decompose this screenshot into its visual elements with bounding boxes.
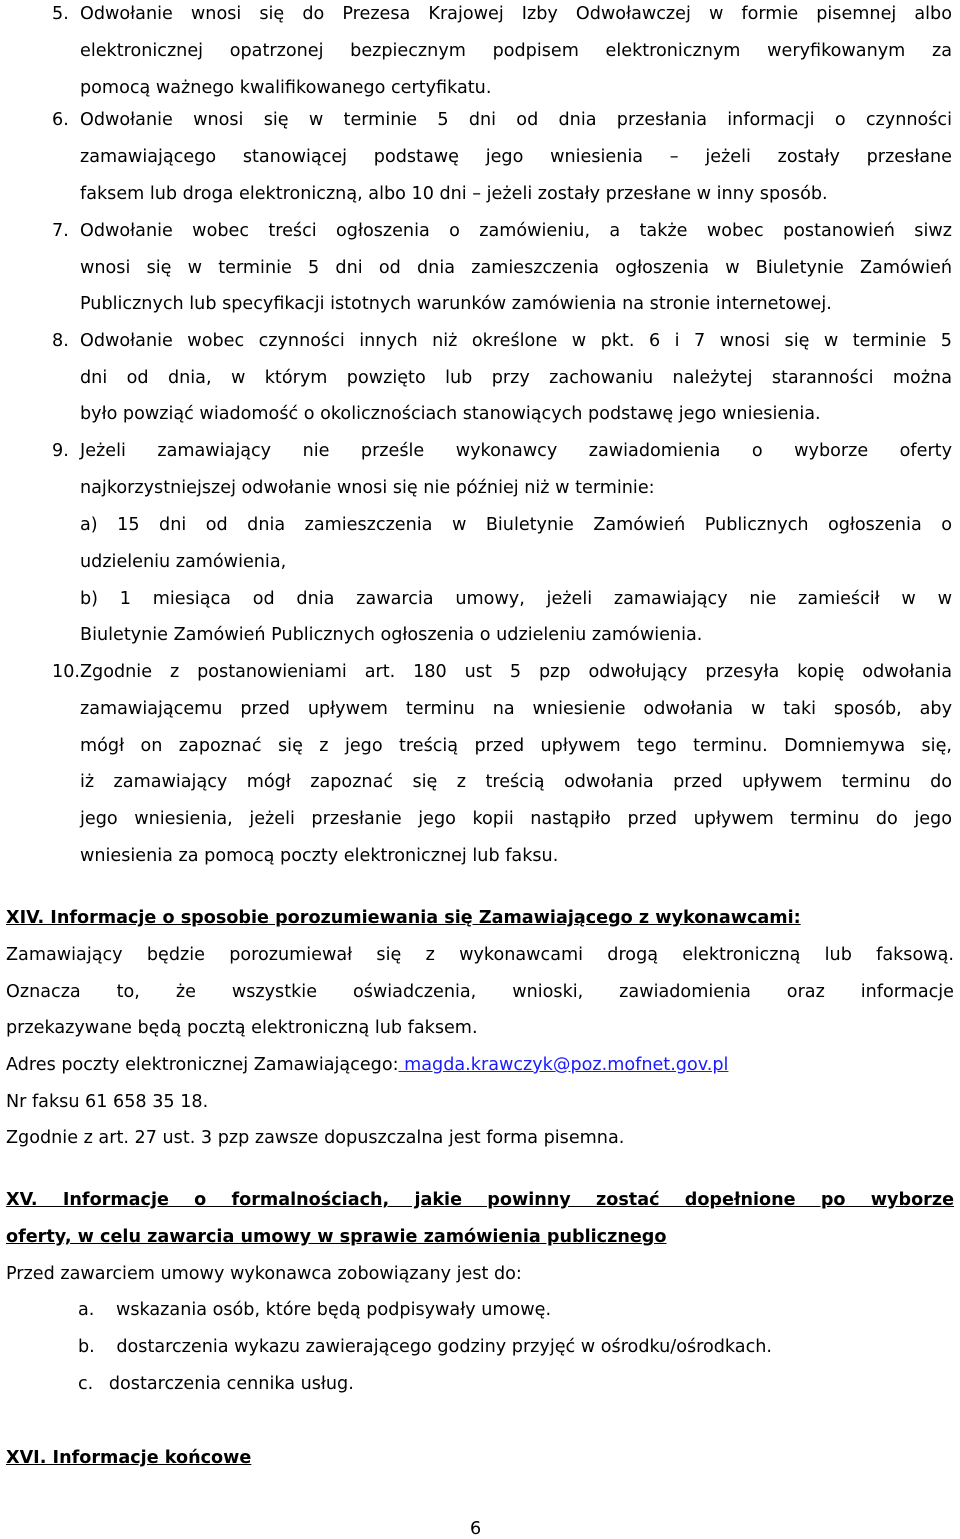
section-intro: Przed zawarciem umowy wykonawca zobowiązany jest do: (6, 1264, 522, 1284)
item-line: zamawiającemu przed upływem terminu na wniesienie odwołania w taki sposób, aby (80, 699, 952, 719)
section-line: Zamawiający będzie porozumiewał się z wykonawcami drogą elektroniczną lub faksową. (6, 945, 954, 965)
section-heading: XVI. Informacje końcowe (6, 1448, 252, 1468)
item-line: mógł on zapoznać się z jego treścią przed upływem tego terminu. Domniemywa się, (80, 736, 952, 756)
item-number: 5. (52, 4, 69, 24)
item-line: iż zamawiający mógł zapoznać się z treścią odwołania przed upływem terminu do (80, 772, 952, 792)
page-number: 6 (470, 1519, 482, 1539)
item-line: jego wniesienia, jeżeli przesłanie jego kopii nastąpiło przed upływem terminu do jego (80, 809, 952, 829)
email-link[interactable]: magda.krawczyk@poz.mofnet.gov.pl (398, 1055, 729, 1075)
item-number: 7. (52, 221, 69, 241)
item-line: Odwołanie wnosi się do Prezesa Krajowej Izby Odwoławczej w formie pisemnej albo (80, 4, 952, 24)
list-item-a (78, 1300, 551, 1320)
item-line: Jeżeli zamawiający nie prześle wykonawcy zawiadomienia o wyborze oferty (80, 441, 952, 461)
item-line: zamawiającego stanowiącej podstawę jego wniesienia – jeżeli zostały przesłane (80, 147, 952, 167)
list-marker: b. (78, 1337, 95, 1357)
item-line: dni od dnia, w którym powzięto lub przy zachowaniu należytej staranności można (80, 368, 952, 388)
item-line: pomocą ważnego kwalifikowanego certyfikatu. (80, 78, 492, 98)
list-marker: a. (78, 1300, 95, 1320)
list-text: wskazania osób, które będą podpisywały umowę. (115, 1300, 552, 1320)
email-label: Adres poczty elektronicznej Zamawiającego: (6, 1055, 399, 1075)
item-number: 8. (52, 331, 69, 351)
item-line: najkorzystniejszej odwołanie wnosi się nie później niż w terminie: (80, 478, 655, 498)
item-line: Biuletynie Zamówień Publicznych ogłoszenia o udzieleniu zamówienia. (80, 625, 703, 645)
list-item-b (78, 1337, 772, 1357)
item-number: 9. (52, 441, 69, 461)
list-text: dostarczenia cennika usług. (108, 1374, 354, 1394)
item-line: Odwołanie wobec treści ogłoszenia o zamówieniu, a także wobec postanowień siwz (80, 221, 952, 241)
item-line: a) 15 dni od dnia zamieszczenia w Biuletynie Zamówień Publicznych ogłoszenia o (80, 515, 952, 535)
list-text: dostarczenia wykazu zawierającego godziny przyjęć w ośrodku/ośrodkach. (116, 1337, 773, 1357)
list-marker: c. (78, 1374, 94, 1394)
email-line (6, 1055, 728, 1075)
item-line: wniesienia za pomocą poczty elektronicznej lub faksu. (80, 846, 559, 866)
item-line: było powziąć wiadomość o okolicznościach stanowiących podstawę jego wniesienia. (80, 404, 821, 424)
section-heading: XIV. Informacje o sposobie porozumiewania się Zamawiającego z wykonawcami: (6, 908, 801, 928)
item-line: Zgodnie z postanowieniami art. 180 ust 5 pzp odwołujący przesyła kopię odwołania (80, 662, 952, 682)
fax-line: Nr faksu 61 658 35 18. (6, 1092, 209, 1112)
item-line: Odwołanie wnosi się w terminie 5 dni od dnia przesłania informacji o czynności (80, 110, 952, 130)
item-line: wnosi się w terminie 5 dni od dnia zamieszczenia ogłoszenia w Biuletynie Zamówień (80, 258, 952, 278)
section-line: przekazywane będą pocztą elektroniczną lub faksem. (6, 1018, 478, 1038)
note-line: Zgodnie z art. 27 ust. 3 pzp zawsze dopuszczalna jest forma pisemna. (6, 1128, 625, 1148)
section-heading: oferty, w celu zawarcia umowy w sprawie zamówienia publicznego (6, 1227, 667, 1247)
item-line: udzieleniu zamówienia, (80, 552, 287, 572)
item-line: elektronicznej opatrzonej bezpiecznym podpisem elektronicznym weryfikowanym za (80, 41, 952, 61)
section-heading: XV. Informacje o formalnościach, jakie powinny zostać dopełnione po wyborze (6, 1190, 954, 1210)
item-line: Publicznych lub specyfikacji istotnych warunków zamówienia na stronie internetowej. (80, 294, 832, 314)
item-number: 6. (52, 110, 69, 130)
item-line: Odwołanie wobec czynności innych niż określone w pkt. 6 i 7 wnosi się w terminie 5 (80, 331, 952, 351)
list-item-c (78, 1374, 354, 1394)
section-line: Oznacza to, że wszystkie oświadczenia, wnioski, zawiadomienia oraz informacje (6, 982, 954, 1002)
item-number: 10. (52, 662, 80, 682)
item-line: b) 1 miesiąca od dnia zawarcia umowy, jeżeli zamawiający nie zamieścił w w (80, 589, 952, 609)
item-line: faksem lub droga elektroniczną, albo 10 dni – jeżeli zostały przesłane w inny sposób. (80, 184, 828, 204)
